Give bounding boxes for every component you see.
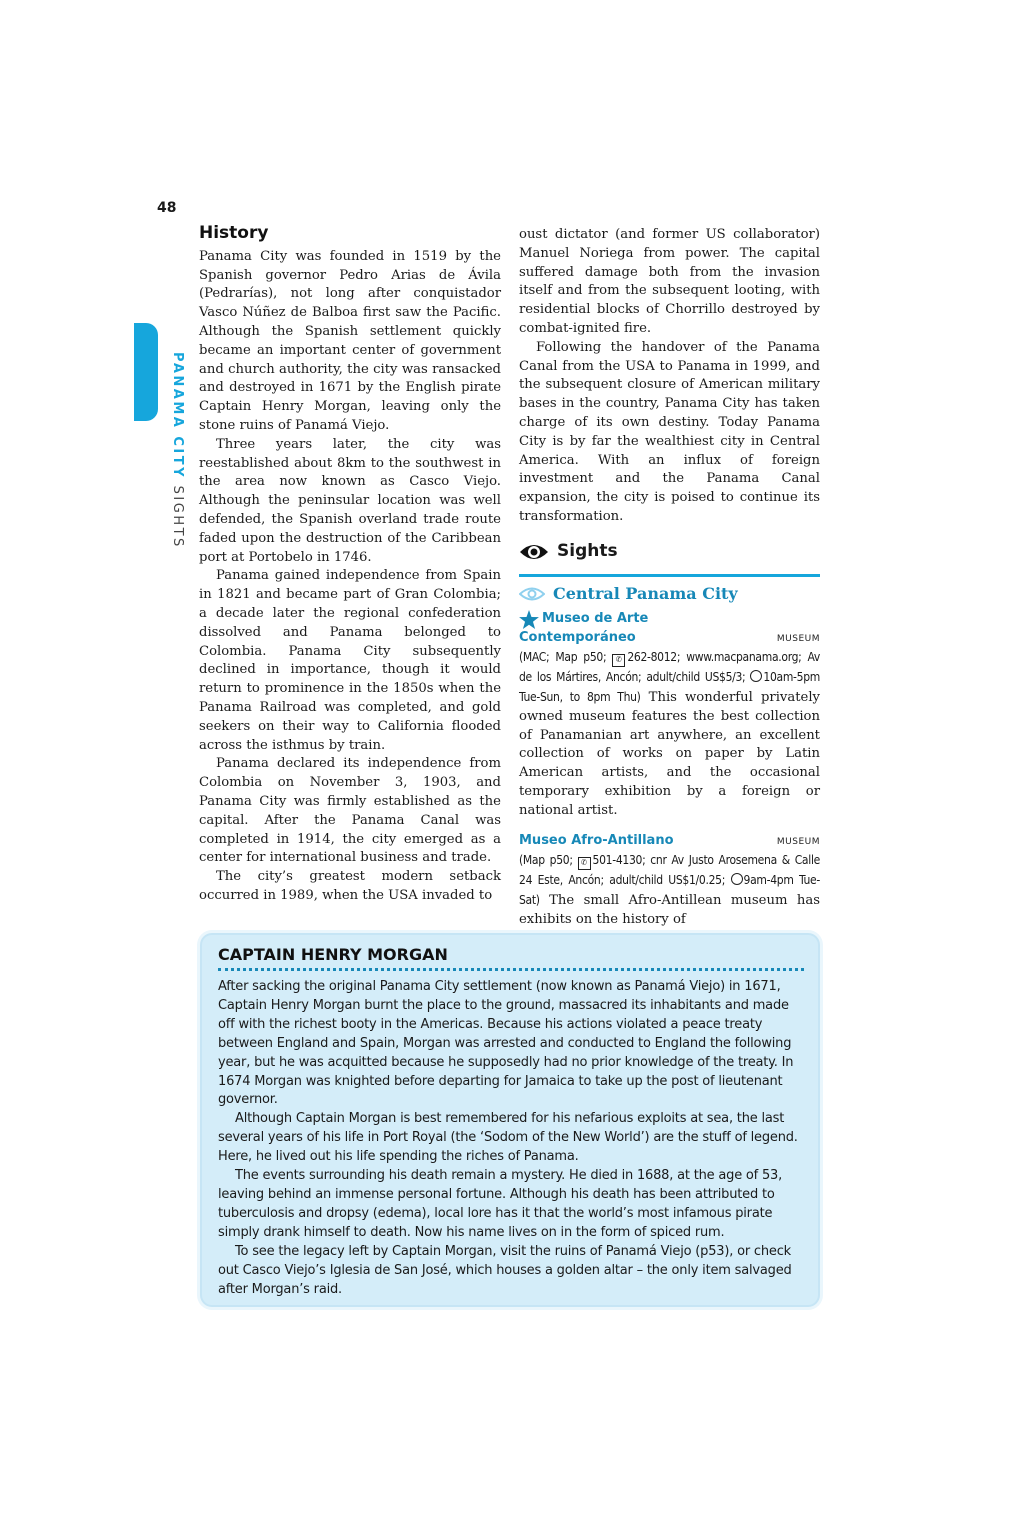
listing-title-row (519, 629, 820, 649)
listing-hours: 10am-5pm Tue-Sun, to 8pm Thu) (519, 670, 820, 704)
history-paragraph: The city’s greatest modern setback occurred in 1989, when the USA invaded to (199, 869, 501, 903)
listing-title[interactable]: Museo Afro-Antillano (519, 832, 674, 848)
area-heading (519, 585, 820, 604)
listing-title[interactable]: Museo de Arte (542, 611, 649, 627)
section-name: PANAMA CITY (170, 352, 185, 480)
box-paragraph: Although Captain Morgan is best remembered for his nefarious exploits at sea, the last several years of his life in Port Royal (the ‘Sodom of the New World’) are the stuff of legend. Here, he lived out his life spending the riches of Panama. (218, 1111, 798, 1165)
listing-info: (Map p50; (519, 853, 578, 868)
listing-info: (MAC; Map p50; (519, 650, 613, 665)
history-heading: History (199, 223, 269, 243)
sights-heading-label: Sights (557, 541, 618, 562)
history-paragraph: oust dictator (and former US collaborator) Manuel Noriega from power. The capital suffered damage both from the invasion itself and from the subsequent looting, with residential blocks of Chorrillo destroyed by combat-ignited fire. (519, 227, 820, 336)
box-paragraph: To see the legacy left by Captain Morgan, visit the ruins of Panamá Viejo (p53), or check out Casco Viejo’s Iglesia de San José, which houses a golden altar – the only item salvaged after Morgan’s raid. (218, 1243, 792, 1297)
listing-description: This wonderful privately owned museum features the best collection of Panamanian art anywhere, an excellent collection of works on paper by Latin American artists, and the occasional temporary exhibition by a foreign or national artist. (519, 689, 820, 818)
listing-title-row (519, 832, 820, 852)
listing-type: MUSEUM (776, 836, 820, 847)
phone-icon: ✆ (578, 857, 591, 870)
history-paragraph: Panama declared its independence from Colombia on November 3, 1903, and Panama City was firmly established as the capital. After the Panama Canal was completed in 1914, the city emerged as a center for international business and trade. (199, 756, 501, 866)
listing-body (519, 851, 820, 929)
listing-phone: 501-4130; cnr Av Justo Arosemena & Calle 24 Este, Ancón; adult/child US$1/0.25; (519, 853, 820, 888)
clock-icon (750, 670, 762, 682)
history-paragraph: Three years later, the city was reestablished about 8km to the southwest in the area now known as Casco Viejo. Although the peninsular location was well defended, the Spanish overland trade route faded upon the destruction of the Caribbean port at Portobelo in 1746. (199, 436, 501, 565)
listing-title[interactable]: Contemporáneo (519, 629, 636, 645)
page-number: 48 (157, 200, 177, 216)
eye-outline-icon (519, 586, 545, 602)
sights-heading (519, 542, 820, 577)
phone-icon: ✆ (612, 654, 625, 667)
sidebar-box (200, 933, 820, 1307)
listing-hours: 9am-4pm Tue-Sat) (519, 873, 820, 907)
history-paragraph: Panama gained independence from Spain in 1821 and became part of Gran Colombia; a decade later the regional confederation dissolved and Panama belonged to Colombia. Panama City subsequently declined in importance, though it would return to prominence in the 1850s when the Panama Railroad was completed, and gold seekers on their way to California flooded across the isthmus by train. (199, 568, 501, 753)
history-paragraph: Panama City was founded in 1519 by the Spanish governor Pedro Arias de Ávila (Pedrarías), not long after conquistador Vasco Núñez de Balboa first saw the Pacific. Although the Spanish settlement quickly became an important center of government and church authority, the city was ransacked and destroyed in 1671 by the English pirate Captain Henry Morgan, leaving only the stone ruins of Panamá Viejo. (199, 248, 501, 433)
star-icon (519, 610, 539, 629)
listing-phone: 262-8012; www.macpanama.org; Av de los Mártires, Ancón; adult/child US$5/3; (519, 650, 820, 685)
clock-icon (731, 873, 743, 885)
listing-body (519, 648, 820, 820)
eye-icon (519, 542, 549, 562)
listing-description: The small Afro-Antillean museum has exhibits on the history of (519, 892, 820, 927)
right-column (519, 226, 820, 930)
chapter-tab (134, 323, 158, 421)
subsection-name: SIGHTS (170, 485, 185, 549)
box-paragraph: The events surrounding his death remain a mystery. He died in 1688, at the age of 53, leaving behind an immense personal fortune. Although his death has been attributed to tuberculosis and dropsy (edema), local lore has it that the world’s most infamous pirate simply drank himself to death. Now his name lives on in the form of spiced rum. (218, 1168, 783, 1240)
history-paragraph: Following the handover of the Panama Canal from the USA to Panama in 1999, and the subsequent closure of American military bases in the country, Panama City has taken charge of its own destiny. Today Panama City is by far the wealthiest city in Central America. With an influx of foreign investment and the Panama Canal expansion, the city is poised to continue its transformation. (519, 339, 820, 524)
running-header (170, 352, 185, 549)
box-title: CAPTAIN HENRY MORGAN (218, 945, 804, 971)
listing-title-row (519, 610, 820, 629)
box-paragraph: After sacking the original Panama City settlement (now known as Panamá Viejo) in 1671, Captain Henry Morgan burnt the place to the ground, massacred its inhabitants and made off with the richest booty in the Americas. Because his actions violated a peace treaty between England and Spain, Morgan was arrested and conducted to England the following year, but he was acquitted because he supposedly had no prior knowledge of the treaty. In 1674 Morgan was knighted before departing for Jamaica to take up the post of lieutenant governor. (218, 979, 794, 1108)
left-column (199, 224, 501, 906)
listing-type: MUSEUM (776, 633, 820, 644)
area-heading-label: Central Panama City (553, 583, 738, 603)
